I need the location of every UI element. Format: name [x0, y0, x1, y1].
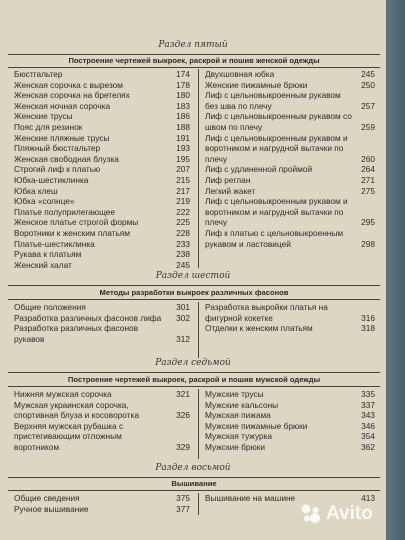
entry-title: Юбка «солнце» [14, 196, 75, 207]
section-7-left-entry [14, 400, 190, 421]
entry-title: Мужская украинская сорочка, спортивная блуза и косоворотка [14, 399, 139, 421]
entry-page-number: 343 [361, 410, 375, 421]
entry-title: Женские трусы [14, 111, 73, 122]
entry-title: Общие сведения [14, 493, 80, 503]
entry-page-number: 238 [176, 249, 190, 260]
section-6-right-entry [205, 302, 375, 323]
section-5-right-entry [205, 111, 375, 132]
entry-title: Лиф с цельновыкроенным рукавом со швом по плечу [205, 111, 352, 132]
entry-title: Лиф с цельновыкроенным рукавом без шва по плечу [205, 90, 341, 111]
section-5-left-entry [14, 90, 190, 101]
entry-page-number: 377 [176, 503, 190, 514]
entry-page-number: 215 [176, 174, 190, 185]
entry-title: Платье полуприлегающее [14, 206, 116, 217]
entry-page-number: 259 [361, 121, 375, 132]
entry-title: Двухшовная юбка [205, 69, 275, 79]
section-6-left-column [14, 302, 190, 344]
entry-title: Мужские трусы [205, 389, 264, 399]
entry-page-number: 188 [176, 121, 190, 132]
entry-page-number: 413 [361, 493, 375, 503]
section-7-heading: Построение чертежей выкроек, раскрой и пошив мужской одежды [67, 375, 321, 384]
section-8-top-rule [8, 477, 380, 478]
entry-title: Женская сорочка на бретелях [14, 90, 130, 101]
entry-title: Строгий лиф к платью [14, 164, 101, 175]
entry-title: Рукава к платьям [14, 249, 82, 260]
section-7-right-entry [205, 400, 375, 411]
entry-title: Пояс для резинок [14, 121, 83, 132]
entry-title: Лиф с цельновыкроенным рукавом и воротником и нагрудной вытачки по плечу [205, 132, 348, 164]
entry-page-number: 335 [361, 389, 375, 399]
entry-title: Женская сорочка с вырезом [14, 79, 123, 90]
section-6-left-entry [14, 313, 190, 324]
entry-page-number: 207 [176, 164, 190, 175]
section-7-title: Раздел седьмой [155, 358, 231, 368]
entry-page-number: 312 [176, 333, 190, 344]
section-8-divider [198, 493, 199, 515]
section-6-left-entry [14, 302, 190, 313]
entry-page-number: 245 [361, 69, 375, 79]
section-6-right-entry [205, 323, 375, 334]
avito-logo-icon [300, 503, 322, 525]
section-5-right-entry [205, 228, 375, 249]
section-5-left-entry [14, 186, 190, 197]
entry-page-number: 362 [361, 441, 375, 452]
entry-title: Отделки к женским платьям [205, 323, 313, 334]
section-5-right-entry [205, 90, 375, 111]
section-5-left-entry [14, 164, 190, 175]
section-7-right-entry [205, 431, 375, 442]
entry-page-number: 302 [176, 312, 190, 323]
entry-title: Легкий жакет [205, 185, 256, 196]
entry-title: Лиф с цельновыкроенным рукавом и воротником и нагрудной вытачки по плечу [205, 196, 348, 228]
section-5-bottom-rule [8, 67, 380, 68]
section-5-left-entry [14, 122, 190, 133]
entry-page-number: 316 [361, 312, 375, 323]
section-5-right-entry [205, 69, 375, 80]
entry-page-number: 225 [176, 217, 190, 228]
entry-title: Лиф с удлиненной проймой [205, 164, 313, 175]
entry-page-number: 318 [361, 323, 375, 334]
section-5-title: Раздел пятый [158, 40, 228, 50]
section-5-right-entry [205, 164, 375, 175]
entry-page-number: 264 [361, 164, 375, 175]
section-5-divider [198, 69, 199, 268]
entry-title: Платье-шестиклинка [14, 238, 95, 249]
entry-title: Вышивание на машине [205, 493, 296, 503]
section-6-title: Раздел шестой [155, 271, 231, 281]
entry-title: Женская ночная сорочка [14, 100, 111, 111]
entry-page-number: 275 [361, 185, 375, 196]
section-5-left-entry [14, 133, 190, 144]
section-7-left-entry [14, 421, 190, 453]
entry-page-number: 219 [176, 196, 190, 207]
section-5-heading: Построение чертежей выкроек, раскрой и пошив женской одежды [68, 56, 320, 65]
entry-page-number: 217 [176, 185, 190, 196]
entry-page-number: 346 [361, 420, 375, 431]
section-5-left-entry [14, 154, 190, 165]
section-5-left-entry [14, 80, 190, 91]
entry-page-number: 271 [361, 174, 375, 185]
entry-title: Женское платье строгой формы [14, 217, 139, 228]
entry-page-number: 354 [361, 431, 375, 442]
entry-title: Лиф реглан [205, 174, 251, 185]
entry-page-number: 174 [176, 69, 190, 79]
entry-page-number: 245 [176, 259, 190, 270]
entry-page-number: 222 [176, 206, 190, 217]
section-5-left-entry [14, 239, 190, 250]
entry-title: Женские пижамные брюки [205, 79, 308, 90]
section-7-top-rule [8, 372, 380, 373]
section-5-left-entry [14, 217, 190, 228]
entry-title: Нижняя мужская сорочка [14, 389, 112, 399]
entry-title: Женская свободная блузка [14, 153, 119, 164]
entry-page-number: 183 [176, 100, 190, 111]
section-6-bottom-rule [8, 299, 380, 300]
section-6-heading: Методы разработки выкроек различных фасонов [99, 288, 289, 297]
section-5-right-entry [205, 196, 375, 228]
entry-title: Юбка клеш [14, 185, 58, 196]
entry-page-number: 329 [176, 441, 190, 452]
section-5-right-entry [205, 175, 375, 186]
entry-title: Мужская пижама [205, 410, 271, 421]
section-6-divider [198, 302, 199, 358]
entry-page-number: 193 [176, 143, 190, 154]
entry-title: Разработка выкройки платья на фигурной кокетке [205, 302, 328, 323]
section-6-left-entry [14, 323, 190, 344]
entry-title: Ручное вышивание [14, 503, 89, 514]
entry-page-number: 295 [361, 217, 375, 228]
section-5-left-entry [14, 175, 190, 186]
entry-title: Женский халат [14, 259, 72, 270]
entry-page-number: 321 [176, 389, 190, 399]
entry-page-number: 301 [176, 302, 190, 312]
section-5-right-entry [205, 133, 375, 165]
entry-title: Женские пляжные трусы [14, 132, 110, 143]
entry-page-number: 233 [176, 238, 190, 249]
entry-title: Бюстгальтер [14, 69, 63, 79]
entry-title: Мужские пижамные брюки [205, 420, 308, 431]
section-8-left-entry [14, 493, 190, 504]
section-8-bottom-rule [8, 490, 380, 491]
section-5-left-entry [14, 111, 190, 122]
entry-page-number: 326 [176, 410, 190, 421]
next-page-edge [386, 0, 405, 540]
section-7-right-entry [205, 410, 375, 421]
avito-watermark [300, 502, 382, 526]
entry-page-number: 337 [361, 399, 375, 410]
section-7-right-entry [205, 421, 375, 432]
entry-page-number: 298 [361, 238, 375, 249]
section-5-right-entry [205, 186, 375, 197]
entry-page-number: 250 [361, 79, 375, 90]
section-5-right-entry [205, 80, 375, 91]
entry-page-number: 178 [176, 79, 190, 90]
entry-title: Мужские кальсоны [205, 399, 279, 410]
entry-title: Юбка-шестиклинка [14, 174, 89, 185]
section-5-left-entry [14, 69, 190, 80]
section-7-divider [198, 389, 199, 459]
section-5-left-entry [14, 249, 190, 260]
section-7-right-column [205, 389, 375, 453]
entry-title: Общие положения [14, 302, 86, 312]
entry-title: Мужские брюки [205, 441, 265, 452]
section-6-top-rule [8, 285, 380, 286]
section-5-left-entry [14, 207, 190, 218]
entry-page-number: 375 [176, 493, 190, 503]
section-5-right-column [205, 69, 375, 249]
section-5-left-entry [14, 143, 190, 154]
section-5-left-entry [14, 196, 190, 207]
watermark-text: Avito [326, 503, 373, 524]
entry-title: Разработка различных фасонов лифа [14, 312, 162, 323]
section-5-left-entry [14, 260, 190, 271]
entry-page-number: 195 [176, 153, 190, 164]
section-8-left-entry [14, 504, 190, 515]
section-5-left-entry [14, 228, 190, 239]
entry-title: Воротники к женским платьям [14, 227, 130, 238]
entry-page-number: 257 [361, 100, 375, 111]
section-7-left-entry [14, 389, 190, 400]
section-6-right-column [205, 302, 375, 334]
entry-title: Пляжный бюстгальтер [14, 143, 101, 154]
entry-page-number: 186 [176, 111, 190, 122]
entry-page-number: 260 [361, 153, 375, 164]
entry-page-number: 180 [176, 90, 190, 101]
entry-page-number: 228 [176, 227, 190, 238]
section-8-left-column [14, 493, 190, 514]
section-8-title: Раздел восьмой [155, 463, 231, 473]
section-8-heading: Вышивание [171, 479, 217, 488]
entry-title: Разработка различных фасонов рукавов [14, 323, 139, 344]
section-5-top-rule [8, 54, 380, 55]
entry-title: Лиф к платью с цельновыкроенным рукавом и ластовицей [205, 227, 344, 249]
section-7-bottom-rule [8, 386, 380, 387]
entry-page-number: 191 [176, 132, 190, 143]
entry-title: Верхняя мужская рубашка с пристегивающим отложным воротником [14, 420, 124, 452]
section-5-left-column [14, 69, 190, 270]
section-5-left-entry [14, 101, 190, 112]
section-7-right-entry [205, 442, 375, 453]
section-7-right-entry [205, 389, 375, 400]
section-7-left-column [14, 389, 190, 453]
entry-title: Мужская тужурка [205, 431, 273, 442]
